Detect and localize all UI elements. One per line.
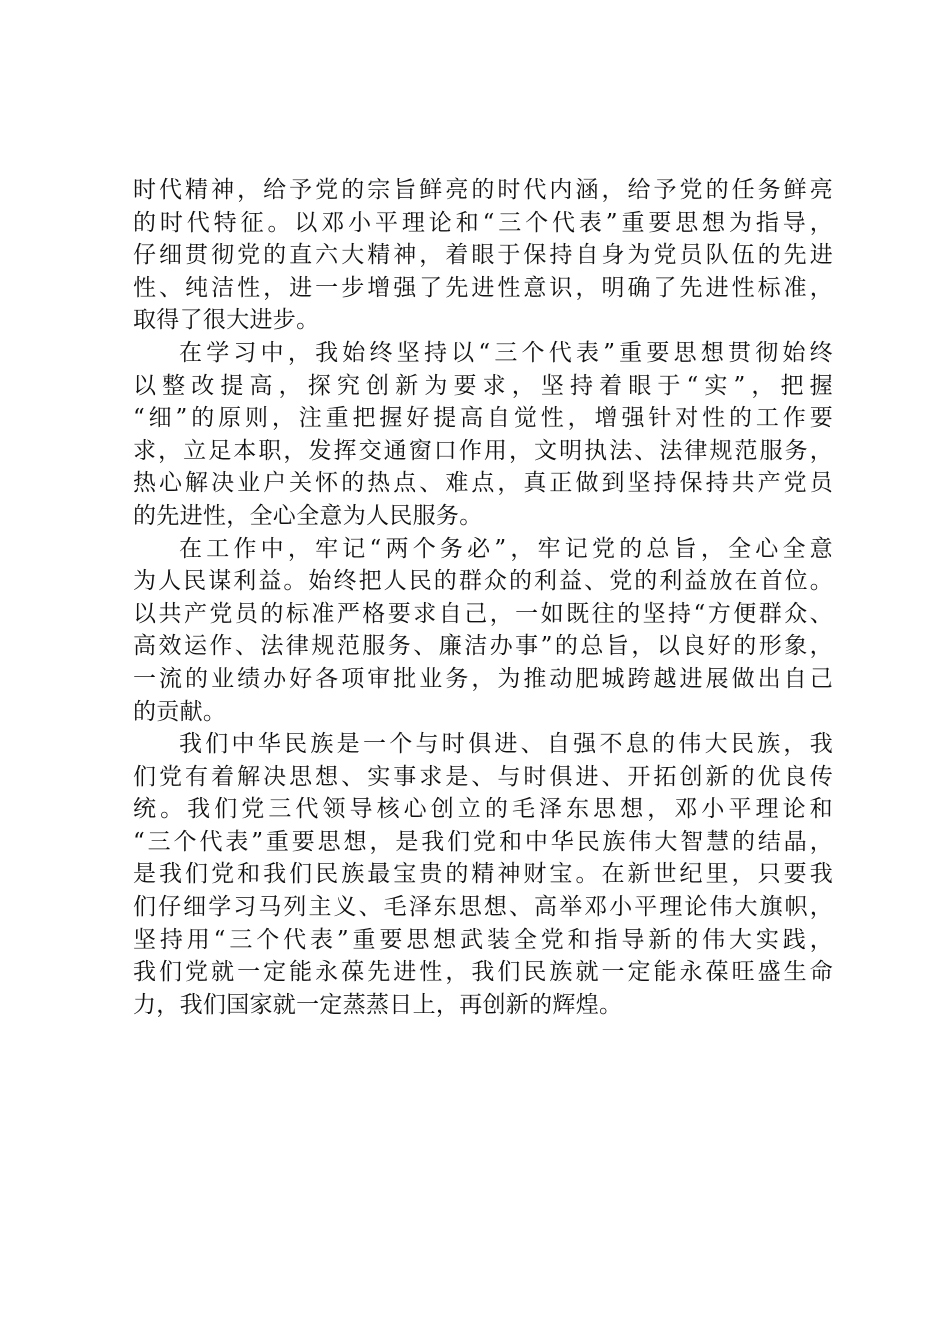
- text-line: 们党有着解决思想、实事求是、与时俱进、开拓创新的优良传: [133, 763, 833, 790]
- text-line: 统。我们党三代领导核心创立的毛泽东思想，邓小平理论和: [133, 796, 833, 823]
- text-line: 高效运作、法律规范服务、廉洁办事”的总旨，以良好的形象，: [133, 633, 833, 660]
- text-line: 们仔细学习马列主义、毛泽东思想、高举邓小平理论伟大旗帜，: [133, 894, 833, 921]
- text-line: 以共产党员的标准严格要求自己，一如既往的坚持“方便群众、: [133, 600, 833, 627]
- text-line: 一流的业绩办好各项审批业务，为推动肥城跨越进展做出自己: [133, 665, 833, 692]
- text-line: 是我们党和我们民族最宝贵的精神财宝。在新世纪里，只要我: [133, 861, 833, 888]
- paragraph-first-line: 在工作中，牢记“两个务必”，牢记党的总旨，全心全意: [179, 535, 833, 562]
- text-line: 取得了很大进步。: [133, 307, 320, 334]
- text-line: 求，立足本职，发挥交通窗口作用，文明执法、法律规范服务，: [133, 437, 833, 464]
- text-line: “三个代表”重要思想，是我们党和中华民族伟大智慧的结晶，: [133, 828, 833, 855]
- text-line: 为人民谋利益。始终把人民的群众的利益、党的利益放在首位。: [133, 568, 833, 595]
- text-line: 力，我们国家就一定蒸蒸日上，再创新的辉煌。: [133, 991, 623, 1018]
- text-line: 我们党就一定能永葆先进性，我们民族就一定能永葆旺盛生命: [133, 959, 833, 986]
- text-line: 的先进性，全心全意为人民服务。: [133, 502, 483, 529]
- text-line: 仔细贯彻党的直六大精神，着眼于保持自身为党员队伍的先进: [133, 242, 833, 269]
- text-line: “细”的原则，注重把握好提高自觉性，增强针对性的工作要: [133, 405, 833, 432]
- text-line: 以整改提高，探究创新为要求，坚持着眼于“实”，把握: [133, 372, 833, 399]
- paragraph-first-line: 在学习中，我始终坚持以“三个代表”重要思想贯彻始终: [179, 339, 833, 366]
- text-line: 热心解决业户关怀的热点、难点，真正做到坚持保持共产党员: [133, 470, 833, 497]
- text-line: 的贡献。: [133, 698, 227, 725]
- text-line: 坚持用“三个代表”重要思想武装全党和指导新的伟大实践，: [133, 926, 833, 953]
- paragraph-first-line: 我们中华民族是一个与时俱进、自强不息的伟大民族，我: [179, 731, 833, 758]
- text-line: 的时代特征。以邓小平理论和“三个代表”重要思想为指导，: [133, 209, 833, 236]
- document-body: [133, 174, 833, 1021]
- text-line: 性、纯洁性，进一步增强了先进性意识，明确了先进性标准，: [133, 274, 833, 301]
- text-line: 时代精神，给予党的宗旨鲜亮的时代内涵，给予党的任务鲜亮: [133, 177, 833, 203]
